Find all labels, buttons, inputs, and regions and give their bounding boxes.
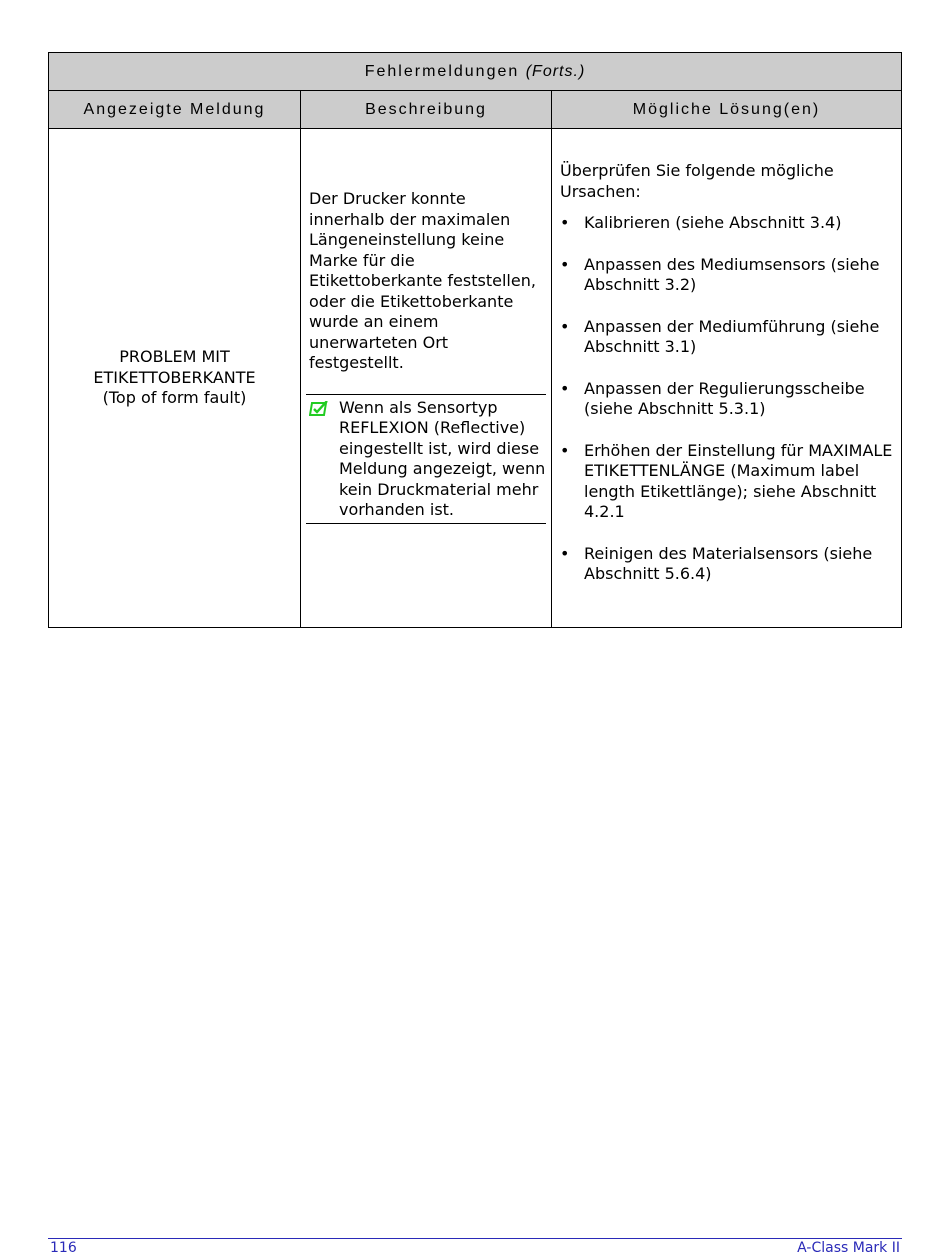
- solution-text: Reinigen des Materialsensors (siehe Abschnitt 5.6.4): [584, 543, 873, 583]
- solution-text: Erhöhen der Einstellung für MAXIMALE ETIKETTENLÄNGE (Maximum label length Etikettlänge); siehe Abschnitt 4.2.1: [584, 440, 893, 521]
- bullet: •: [560, 316, 570, 336]
- table-row: [49, 129, 902, 628]
- bullet: •: [560, 378, 570, 398]
- list-item: [560, 379, 897, 420]
- table-title-suffix: (Forts.): [525, 62, 586, 80]
- list-item: [560, 317, 897, 358]
- error-messages-table: [48, 52, 902, 628]
- header-displayed-message: Angezeigte Meldung: [49, 91, 301, 129]
- table-title-text: Fehlermeldungen: [364, 62, 520, 80]
- note-box: [306, 394, 546, 524]
- description-text: Der Drucker konnte innerhalb der maximalen Längeneinstellung keine Marke für die Etikettoberkante feststellen, oder die Etikettoberkante wurde an einem unerwarteten Ort festgestellt.: [309, 189, 536, 372]
- check-box-icon: [306, 398, 339, 423]
- solution-text: Kalibrieren (siehe Abschnitt 3.4): [584, 213, 842, 232]
- table-title-row: [49, 53, 902, 91]
- solution-text: Anpassen der Mediumführung (siehe Abschnitt 3.1): [584, 316, 880, 356]
- message-line: PROBLEM MIT: [119, 347, 230, 367]
- list-item: [560, 213, 897, 234]
- list-item: [560, 441, 897, 523]
- message-line: ETIKETTOBERKANTE: [93, 367, 256, 387]
- header-description: Beschreibung: [301, 91, 552, 129]
- message-line: (Top of form fault): [102, 388, 247, 408]
- solutions-cell: [552, 129, 902, 628]
- solutions-intro: Überprüfen Sie folgende mögliche Ursachen:: [560, 161, 834, 201]
- message-cell: [49, 129, 301, 628]
- header-possible-solutions: Mögliche Lösung(en): [552, 91, 902, 129]
- list-item: [560, 255, 897, 296]
- table-header-row: [49, 91, 902, 129]
- note-text: Wenn als Sensortyp REFLEXION (Reflective) eingestellt ist, wird diese Meldung angezeigt, wenn kein Druckmaterial mehr vorhanden ist.: [339, 397, 546, 519]
- footer-divider: [48, 1238, 902, 1239]
- product-name: A-Class Mark II: [797, 1240, 900, 1256]
- page-number: 116: [50, 1240, 77, 1256]
- bullet: •: [560, 213, 570, 232]
- solution-text: Anpassen der Regulierungsscheibe (siehe Abschnitt 5.3.1): [584, 378, 865, 418]
- table-title: [49, 53, 902, 91]
- bullet: •: [560, 543, 570, 563]
- solution-text: Anpassen des Mediumsensors (siehe Abschnitt 3.2): [584, 254, 880, 294]
- bullet: •: [560, 254, 570, 274]
- solutions-list: [560, 213, 897, 585]
- description-cell: [301, 129, 552, 628]
- bullet: •: [560, 440, 570, 460]
- list-item: [560, 544, 897, 585]
